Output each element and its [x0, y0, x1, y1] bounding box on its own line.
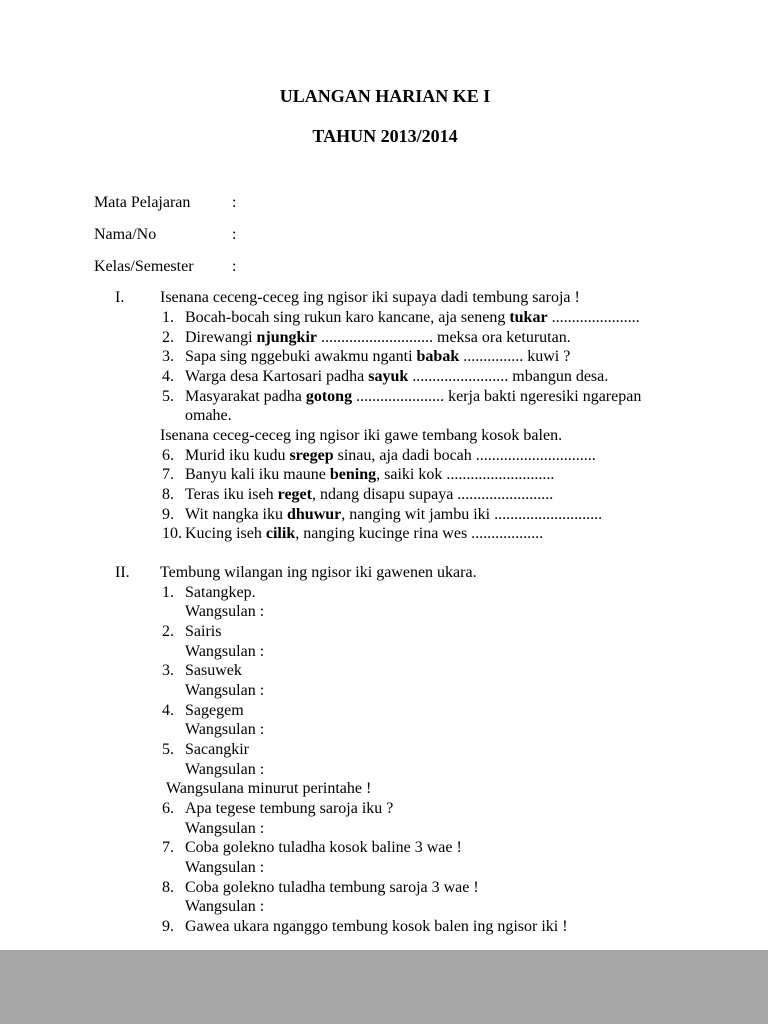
line-text: Coba golekno tuladha kosok baline 3 wae !	[185, 839, 462, 857]
line-text: Sacangkir	[185, 740, 249, 758]
line-text: Wit nangka iku dhuwur, nanging wit jambu iki ...........................	[185, 505, 603, 523]
question-item	[162, 446, 676, 466]
line-text: Wangsulana minurut perintahe !	[166, 780, 372, 798]
section-heading	[115, 288, 676, 308]
question-item	[162, 387, 676, 426]
header-fields	[94, 193, 676, 276]
question-item	[162, 917, 676, 937]
answer-label-line	[185, 858, 676, 878]
question-item	[162, 308, 676, 328]
line-number: 9.	[162, 918, 174, 936]
line-text: Wangsulan :	[185, 859, 265, 877]
section-heading	[115, 563, 676, 583]
line-number: II.	[115, 563, 130, 581]
header-field	[94, 193, 676, 213]
line-number: 1.	[162, 308, 174, 326]
line-text: Sagegem	[185, 701, 244, 719]
line-number: 8.	[162, 485, 174, 503]
answer-label-line	[185, 602, 676, 622]
field-label: Kelas/Semester	[94, 257, 194, 275]
line-number: 4.	[162, 367, 174, 385]
question-item	[162, 505, 676, 525]
line-text: Kucing iseh cilik, nanging kucinge rina wes ..................	[185, 525, 544, 543]
line-number: 2.	[162, 328, 174, 346]
line-text: Murid iku kudu sregep sinau, aja dadi bocah ..............................	[185, 446, 596, 464]
line-text: Tembung wilangan ing ngisor iki gawenen ukara.	[160, 563, 477, 581]
document-subtitle: TAHUN 2013/2014	[312, 125, 458, 146]
line-number: 7.	[162, 839, 174, 857]
line-text: Wangsulan :	[185, 819, 265, 837]
line-number: 5.	[162, 740, 174, 758]
question-item	[162, 799, 676, 819]
question-item	[162, 583, 676, 603]
line-text: Wangsulan :	[185, 721, 265, 739]
line-text: Banyu kali iku maune bening, saiki kok ...........................	[185, 466, 555, 484]
line-number: 9.	[162, 505, 174, 523]
question-item	[162, 347, 676, 367]
answer-label-line	[185, 897, 676, 917]
question-item	[162, 701, 676, 721]
line-text: Wangsulan :	[185, 642, 265, 660]
question-item	[162, 465, 676, 485]
line-text: Sasuwek	[185, 662, 242, 680]
answer-label-line	[185, 760, 676, 780]
field-colon: :	[232, 225, 237, 243]
line-number: 7.	[162, 466, 174, 484]
line-text: Wangsulan :	[185, 603, 265, 621]
answer-label-line	[185, 720, 676, 740]
document-lines	[94, 288, 676, 937]
question-item	[162, 367, 676, 387]
line-number: 8.	[162, 878, 174, 896]
line-number: 3.	[162, 348, 174, 366]
field-colon: :	[232, 194, 237, 212]
line-text: Teras iku iseh reget, ndang disapu supaya ........................	[185, 485, 554, 503]
line-text: Isenana ceceg-ceceg ing ngisor iki gawe tembang kosok balen.	[160, 426, 563, 444]
line-number: 4.	[162, 701, 174, 719]
field-label: Nama/No	[94, 225, 157, 243]
question-item	[162, 622, 676, 642]
line-text: Sapa sing nggebuki awakmu nganti babak ............... kuwi ?	[185, 348, 571, 366]
answer-label-line	[185, 642, 676, 662]
line-number: 5.	[162, 387, 174, 405]
line-text: Masyarakat padha gotong ...................... kerja bakti ngeresiki ngarepan omahe.	[185, 387, 642, 425]
line-number: 10.	[162, 525, 182, 543]
question-item	[162, 328, 676, 348]
line-text: Satangkep.	[185, 583, 256, 601]
line-text: Gawea ukara nganggo tembung kosok balen ing ngisor iki !	[185, 918, 568, 936]
line-number: 2.	[162, 622, 174, 640]
note-line	[166, 779, 676, 799]
line-text: Direwangi njungkir ............................ meksa ora keturutan.	[185, 328, 571, 346]
line-text: Wangsulan :	[185, 760, 265, 778]
question-item	[162, 485, 676, 505]
line-text: Sairis	[185, 622, 222, 640]
answer-label-line	[185, 681, 676, 701]
line-number: I.	[115, 289, 125, 307]
document-title: ULANGAN HARIAN KE I	[279, 86, 491, 106]
line-text: Warga desa Kartosari padha sayuk ........................ mbangun desa.	[185, 367, 609, 385]
question-item	[162, 524, 676, 544]
line-text: Wangsulan :	[185, 681, 265, 699]
line-number: 3.	[162, 662, 174, 680]
line-number: 6.	[162, 446, 174, 464]
instruction-line	[160, 426, 676, 446]
question-item	[162, 838, 676, 858]
line-text: Bocah-bocah sing rukun karo kancane, aja seneng tukar ......................	[185, 308, 640, 326]
answer-label-line	[185, 819, 676, 839]
field-colon: :	[232, 257, 237, 275]
header-field	[94, 225, 676, 245]
field-label: Mata Pelajaran	[94, 194, 191, 212]
line-text: Coba golekno tuladha tembung saroja 3 wae !	[185, 878, 479, 896]
line-text: Wangsulan :	[185, 898, 265, 916]
line-number: 6.	[162, 800, 174, 817]
line-text: Isenana ceceng-ceceg ing ngisor iki supaya dadi tembung saroja !	[160, 289, 580, 307]
line-text: Apa tegese tembung saroja iku ?	[185, 800, 394, 817]
question-item	[162, 878, 676, 898]
header-field	[94, 257, 676, 277]
question-item	[162, 740, 676, 760]
line-number: 1.	[162, 583, 174, 601]
question-item	[162, 661, 676, 681]
